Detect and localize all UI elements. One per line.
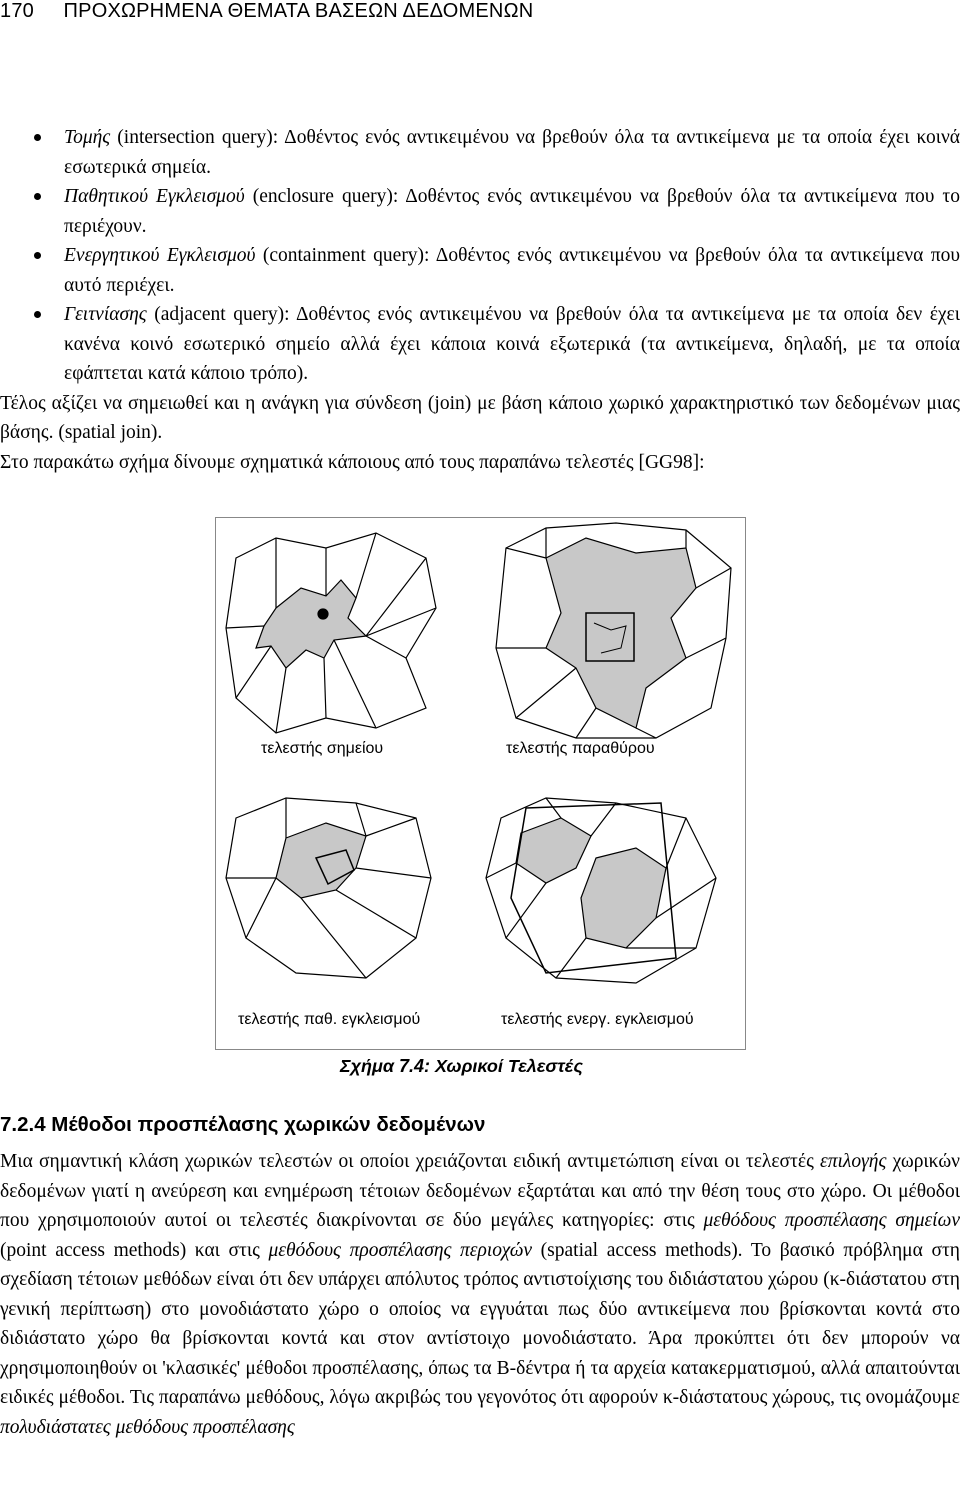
contained-region-1 [516,818,591,883]
label-window-operator: τελεστής παραθύρου [506,740,655,757]
spatial-operators-figure [215,517,746,1050]
point-query-region [256,580,366,668]
figure-caption: Σχήμα 7.4: Χωρικοί Τελεστές [340,1056,583,1076]
enclosing-region [276,823,366,898]
list-item: Ενεργητικού Εγκλεισμού (containment query): Δοθέντος ενός αντικειμένου να βρεθούν όλα τα αντικείμενα που αυτό περιέχει. [0,241,960,300]
page-number: 170 [0,0,34,22]
maps-illustration [216,518,745,1049]
list-item: Γειτνίασης (adjacent query): Δοθέντος ενός αντικειμένου να βρεθούν όλα τα αντικείμενα με τα οποία δεν έχει κανένα κοινό εσωτερικό σημείο αλλά έχει κάποια κοινά εξωτερικά (τα αντικείμενα, δηλαδή, με τα οποία εφάπτεται κατά κάποιο τρόπο). [0,300,960,389]
list-item: Παθητικού Εγκλεισμού (enclosure query): Δοθέντος ενός αντικειμένου να βρεθούν όλα τα αντικείμενα που το περιέχουν. [0,182,960,241]
page-header [0,0,533,23]
operator-list [0,123,960,477]
contained-region-2 [581,848,666,948]
term-containment: Ενεργητικού Εγκλεισμού [64,245,256,266]
term-enclosure: Παθητικού Εγκλεισμού [64,186,245,207]
section-heading: 7.2.4 Μέθοδοι προσπέλασης χωρικών δεδομένων [0,1113,486,1136]
label-point-operator: τελεστής σημείου [261,740,384,757]
term-adjacent: Γειτνίασης [64,304,147,325]
query-point [318,609,328,619]
label-enclosure-operator: τελεστής παθ. εγκλεισμού [238,1011,421,1028]
running-title: ΠΡΟΧΩΡΗΜΕΝΑ ΘΕΜΑΤΑ ΒΑΣΕΩΝ ΔΕΔΟΜΕΝΩΝ [63,0,534,22]
figure-intro-paragraph: Στο παρακάτω σχήμα δίνουμε σχηματικά κάποιους από τους παραπάνω τελεστές [GG98]: [0,451,705,473]
section-paragraph: Μια σημαντική κλάση χωρικών τελεστών οι οποίοι χρειάζονται ειδική αντιμετώπιση είναι οι τελεστές επιλογής χωρικών δεδομένων γιατί η ανεύρεση και ενημέρωση τέτοιων δεδομένων εξαρτάται και από την θέση τους στο χώρο. Οι μέθοδοι που χρησιμοποιούν αυτοί οι τελεστές διακρίνονται σε δύο μεγάλες κατηγορίες: στις μεθόδους προσπέλασης σημείων (point access methods) και στις μεθόδους προσπέλασης περιοχών (spatial access methods). Το βασικό πρόβλημα στη σχεδίαση τέτοιων μεθόδων είναι ότι δεν υπάρχει απόλυτος τρόπος αντιστοίχισης του διδιάστατου χώρου (κ-διάστατου στη γενική περίπτωση) στο μονοδιάστατο χώρο ο οποίος να εγγυάται πως δύο αντικείμενα που βρίσκονται κοντά στο διδιάστατο χώρο θα βρίσκονται κοντά και στον αντίστοιχο μονοδιάστατο. Άρα προκύπτει ότι δεν μπορούν να χρησιμοποιηθούν οι 'κλασικές' μέθοδοι προσπέλασης, όπως τα B-δέντρα ή τα αρχεία κατακερματισμού, αλλά απαιτούνται ειδικές μέθοδοι. Τις παραπάνω μεθόδους, λόγω ακριβώς του γεγονότος ότι αφορούν κ-διάστατους χώρους, τις ονομάζουμε πολυδιάστατες μεθόδους προσπέλασης [0,1151,960,1438]
map-enclosure-operator [226,798,431,978]
label-containment-operator: τελεστής ενεργ. εγκλεισμού [501,1011,694,1028]
list-item: Τομής (intersection query): Δοθέντος ενός αντικειμένου να βρεθούν όλα τα αντικείμενα με τα οποία έχει κοινά εσωτερικά σημεία. [0,123,960,182]
window-result-region [546,538,696,728]
map-containment-operator [486,798,716,983]
map-window-operator [496,523,731,738]
map-point-operator [226,533,436,733]
join-paragraph: Τέλος αξίζει να σημειωθεί και η ανάγκη για σύνδεση (join) με βάση κάποιο χωρικό χαρακτηριστικό των δεδομένων μιας βάσης. (spatial join). [0,392,960,443]
term-intersection: Τομής [64,127,111,148]
